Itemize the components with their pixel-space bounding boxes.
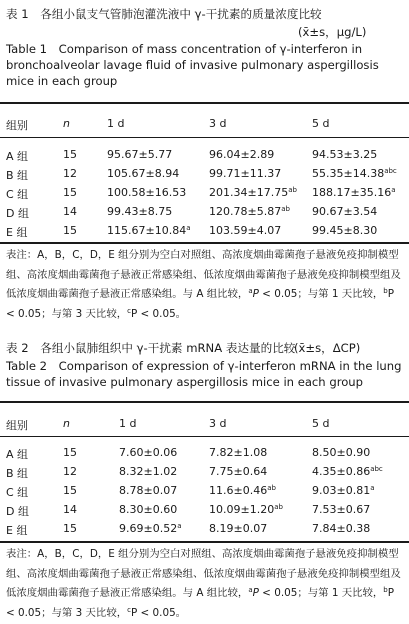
header-day-1: 1 d <box>107 117 125 130</box>
table-row: E 组 15 115.67±10.84$^a$ 103.59±4.07 99.45±8.30 <box>6 224 378 239</box>
header-n: n <box>63 417 70 430</box>
table-row: E 组 15 9.69±0.52$^a$ 8.19±0.07 7.84±0.38 <box>6 522 371 537</box>
table-1-header-row <box>0 114 409 134</box>
table-row: A 组 15 95.67±5.77 96.04±2.89 94.53±3.25 <box>6 148 378 163</box>
header-day-5: 5 d <box>312 417 330 430</box>
header-group: 组别 <box>6 119 28 132</box>
table-row: B 组 12 8.32±1.02 7.75±0.64 4.35±0.86$^{abc}$ <box>6 465 383 480</box>
table-row: C 组 15 100.58±16.53 201.34±17.75$^{ab}$ 188.17±35.16$^a$ <box>6 186 396 201</box>
table-2-header-rule <box>0 436 409 437</box>
table-1-bottom-rule <box>0 242 409 244</box>
table-1-top-rule <box>0 102 409 104</box>
header-day-3: 3 d <box>209 117 227 130</box>
table-1-caption-en: Table 1 Comparison of mass concentration of γ-interferon in bronchoalveolar lavage fluid of invasive pulmonary aspergillosis mice in each group <box>6 42 379 88</box>
header-group: 组别 <box>6 419 28 432</box>
table-1-header-rule <box>0 137 409 138</box>
table-row: A 组 15 7.60±0.06 7.82±1.08 8.50±0.90 <box>6 446 371 461</box>
table-row: B 组 12 105.67±8.94 99.71±11.37 55.35±14.38$^{abc}$ <box>6 167 397 182</box>
table-row: D 组 14 99.43±8.75 120.78±5.87$^{ab}$ 90.67±3.54 <box>6 205 378 220</box>
header-day-5: 5 d <box>312 117 330 130</box>
header-day-3: 3 d <box>209 417 227 430</box>
table-1-caption-unit: (x̄±s，μg/L) <box>298 25 367 39</box>
table-2-caption-unit: (x̄±s，ΔCP) <box>294 341 361 355</box>
table-1-note: 表注：A，B，C，D，E 组分别为空白对照组、高浓度烟曲霉菌孢子悬液免疫抑制模型组、高浓度烟曲霉菌孢子悬液正常感染组、低浓度烟曲霉菌孢子悬液免疫抑制模型组及低浓度烟曲霉菌孢子悬液正常感染组。与 A 组比较，$^a$P < 0.05；与第 1 天比较，$^b$P < 0.05；与第 3 天比较，$^c$P < 0.05。 <box>6 249 401 320</box>
table-row: D 组 14 8.30±0.60 10.09±1.20$^{ab}$ 7.53±0.67 <box>6 503 371 518</box>
table-2-header-row <box>0 414 409 434</box>
table-1-caption-cn: 表 1 各组小鼠支气管肺泡灌洗液中 γ-干扰素的质量浓度比较 <box>6 7 322 21</box>
header-n: n <box>63 117 70 130</box>
table-2-caption-cn: 表 2 各组小鼠肺组织中 γ-干扰素 mRNA 表达量的比较 <box>6 341 296 355</box>
header-day-1: 1 d <box>119 417 137 430</box>
table-2-note: 表注：A，B，C，D，E 组分别为空白对照组、高浓度烟曲霉菌孢子悬液免疫抑制模型组、高浓度烟曲霉菌孢子悬液正常感染组、低浓度烟曲霉菌孢子悬液免疫抑制模型组及低浓度烟曲霉菌孢子悬液正常感染组。与 A 组比较，$^a$P < 0.05；与第 1 天比较，$^b$P < 0.05；与第 3 天比较，$^c$P < 0.05。 <box>6 548 401 619</box>
table-2-top-rule <box>0 401 409 403</box>
table-row: C 组 15 8.78±0.07 11.6±0.46$^{ab}$ 9.03±0.81$^a$ <box>6 484 375 499</box>
table-2-caption-en: Table 2 Comparison of expression of γ-interferon mRNA in the lung tissue of invasive pulmonary aspergillosis mice in each group <box>6 359 402 389</box>
table-2-bottom-rule <box>0 541 409 543</box>
